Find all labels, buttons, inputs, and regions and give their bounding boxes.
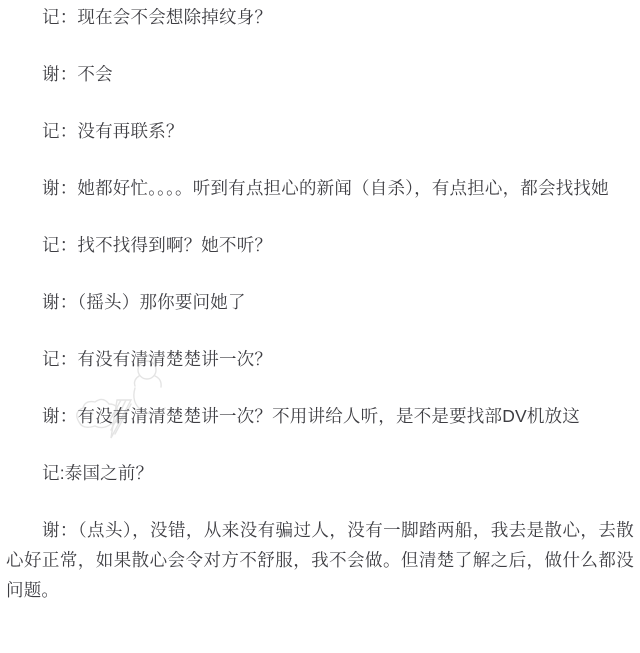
transcript-paragraph: 记：找不找得到啊？她不听？ — [42, 235, 273, 255]
transcript-paragraph: 谢：她都好忙。。。。听到有点担心的新闻（自杀），有点担心，都会找找她 — [42, 178, 609, 198]
transcript-paragraph: 谢：（摇头）那你要问她了 — [42, 292, 246, 312]
transcript-paragraph: 记：有没有清清楚楚讲一次？ — [42, 349, 273, 369]
transcript-paragraph: 谢：不会 — [42, 64, 113, 84]
transcript-paragraph: 记:泰国之前？ — [42, 463, 154, 483]
transcript-paragraph: 记：没有再联系？ — [42, 121, 184, 141]
transcript-paragraph: 记：现在会不会想除掉纹身？ — [42, 7, 273, 27]
transcript-paragraph: 谢：有没有清清楚楚讲一次？不用讲给人听，是不是要找部DV机放这 — [42, 406, 581, 426]
transcript-paragraph: 谢：（点头），没错，从来没有骗过人，没有一脚踏两船，我去是散心，去散心好正常，如果散心会令对方不舒服，我不会做。但清楚了解之后，做什么都没问题。 — [6, 520, 634, 600]
interview-transcript — [6, 2, 634, 605]
